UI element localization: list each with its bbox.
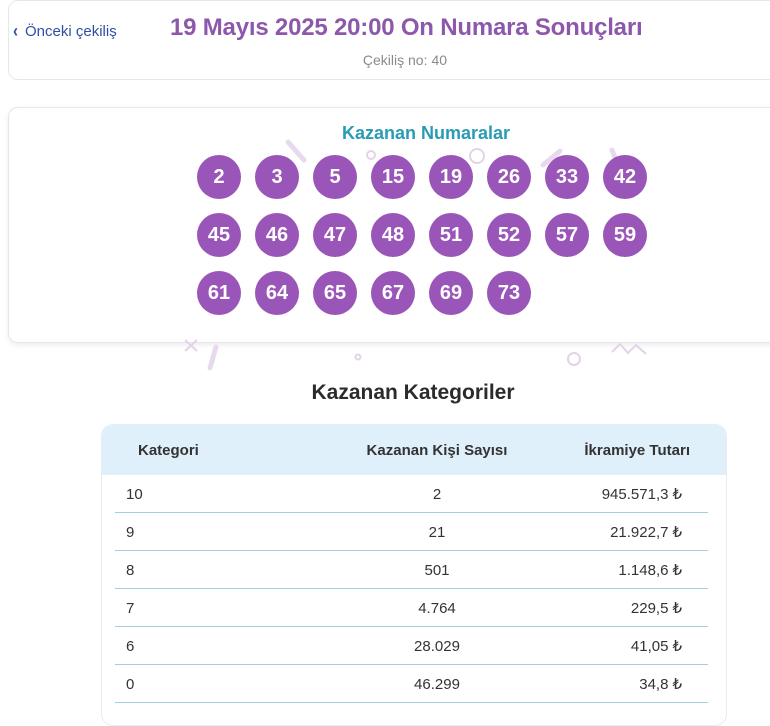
number-ball: 2: [197, 155, 241, 199]
number-ball: 19: [429, 155, 473, 199]
lira-icon: ₺: [672, 600, 682, 617]
number-ball: 57: [545, 213, 589, 257]
number-ball: 59: [603, 213, 647, 257]
previous-draw-link[interactable]: [13, 23, 117, 40]
number-ball: 33: [545, 155, 589, 199]
table-header: [102, 425, 726, 475]
prize-cell: [562, 675, 726, 693]
number-ball: 48: [371, 213, 415, 257]
draw-number-label: Çekiliş no:: [362, 52, 428, 68]
lira-icon: ₺: [672, 524, 682, 541]
lira-icon: ₺: [672, 486, 682, 503]
number-ball: 15: [371, 155, 415, 199]
winning-categories-title: Kazanan Kategoriler: [311, 381, 515, 404]
previous-draw-label: Önceki çekiliş: [25, 23, 117, 40]
winning-numbers-title: Kazanan Numaralar: [341, 123, 511, 143]
winners-cell: 501: [424, 561, 450, 579]
prize-value: 34,8: [639, 676, 669, 693]
prize-value: 945.571,3: [601, 486, 669, 503]
winners-cell: 46.299: [414, 675, 460, 693]
prize-value: 229,5: [630, 600, 669, 617]
category-cell: 7: [126, 599, 135, 617]
winners-cell: 4.764: [418, 599, 456, 617]
number-ball: 52: [487, 213, 531, 257]
table-row: [102, 589, 726, 627]
number-ball: 46: [255, 213, 299, 257]
table-row: [102, 551, 726, 589]
winners-cell: 21: [428, 523, 446, 541]
number-ball: 64: [255, 271, 299, 315]
column-header-category: Kategori: [138, 441, 199, 459]
number-ball: 65: [313, 271, 357, 315]
prize-table: [101, 424, 727, 726]
category-cell: 8: [126, 561, 135, 579]
table-row: [102, 475, 726, 513]
prize-cell: [562, 523, 726, 541]
number-ball: 69: [429, 271, 473, 315]
number-ball: 61: [197, 271, 241, 315]
number-ball: 51: [429, 213, 473, 257]
category-cell: 6: [126, 637, 135, 655]
category-cell: 0: [126, 675, 135, 693]
table-row: [102, 513, 726, 551]
number-ball: 67: [371, 271, 415, 315]
lira-icon: ₺: [672, 638, 682, 655]
page-title: 19 Mayıs 2025 20:00 On Numara Sonuçları: [170, 14, 643, 41]
prize-value: 21.922,7: [610, 524, 669, 541]
category-cell: 10: [126, 485, 143, 503]
draw-number: [0, 52, 770, 68]
prize-value: 41,05: [630, 638, 669, 655]
draw-number-value: 40: [431, 52, 448, 68]
prize-cell: [562, 561, 726, 579]
winning-numbers-grid: [197, 155, 667, 315]
category-cell: 9: [126, 523, 135, 541]
prize-cell: [562, 637, 726, 655]
table-row: [102, 665, 726, 703]
column-header-winners: Kazanan Kişi Sayısı: [366, 441, 508, 459]
number-ball: 73: [487, 271, 531, 315]
lira-icon: ₺: [672, 676, 682, 693]
prize-cell: [562, 599, 726, 617]
number-ball: 3: [255, 155, 299, 199]
lira-icon: ₺: [672, 562, 682, 579]
number-ball: 47: [313, 213, 357, 257]
prize-cell: [562, 485, 726, 503]
number-ball: 45: [197, 213, 241, 257]
winners-cell: 28.029: [414, 637, 460, 655]
prize-value: 1.148,6: [618, 562, 669, 579]
chevron-left-icon: ‹: [13, 21, 18, 42]
number-ball: 42: [603, 155, 647, 199]
number-ball: 26: [487, 155, 531, 199]
table-row: [102, 627, 726, 665]
column-header-prize: İkramiye Tutarı: [584, 441, 690, 459]
number-ball: 5: [313, 155, 357, 199]
winners-cell: 2: [432, 485, 442, 503]
